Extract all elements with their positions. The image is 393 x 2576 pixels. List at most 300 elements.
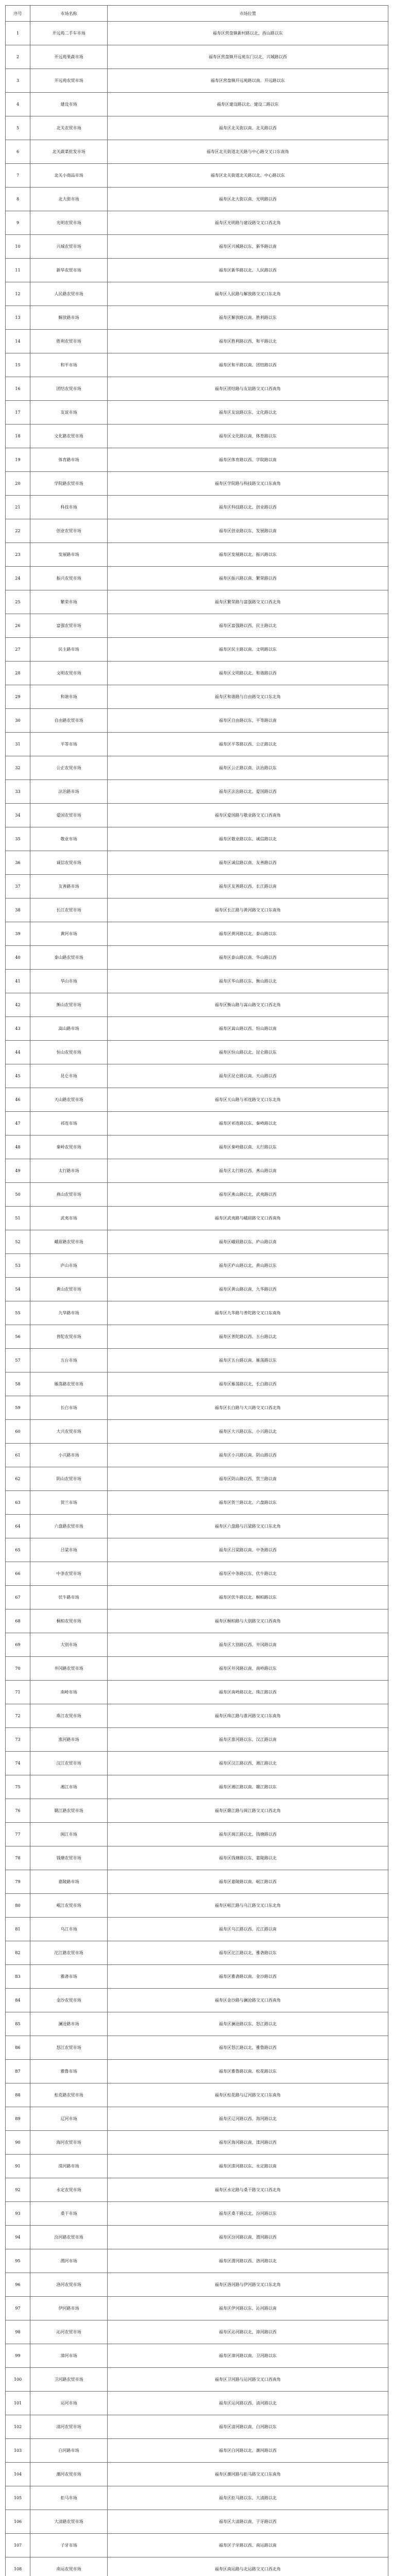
market-name: 澜沧路市场 xyxy=(30,2012,108,2036)
market-location: 福寿区珠江路与淮河路交叉口东南角 xyxy=(108,1704,388,1728)
row-number: 76 xyxy=(6,1799,30,1823)
market-location: 福寿区雅鲁路以南、松花路以东 xyxy=(108,2060,388,2083)
market-location: 福寿区桐柏路与大别路交叉口西南角 xyxy=(108,1609,388,1633)
market-location: 福寿区秦岭路以南、太行路以东 xyxy=(108,1136,388,1159)
market-location: 福寿区新华路以北、人民路以西 xyxy=(108,259,388,282)
market-name: 永定农贸市场 xyxy=(30,2178,108,2202)
market-name: 洛河农贸市场 xyxy=(30,2273,108,2297)
row-number: 89 xyxy=(6,2107,30,2131)
table-row xyxy=(6,970,388,993)
market-name: 振兴农贸市场 xyxy=(30,567,108,590)
market-location: 福寿区和平路以南、团结路以西 xyxy=(108,353,388,377)
market-name: 文明农贸市场 xyxy=(30,662,108,685)
table-row xyxy=(6,140,388,164)
market-location: 福寿区友善路以西、长江路以南 xyxy=(108,875,388,899)
row-number: 51 xyxy=(6,1207,30,1230)
market-location: 福寿区渭河路以西、洛河路以北 xyxy=(108,2249,388,2273)
market-name: 兴城农贸市场 xyxy=(30,235,108,259)
market-name: 松花路农贸市场 xyxy=(30,2083,108,2107)
row-number: 4 xyxy=(6,93,30,116)
market-name: 雁荡路农贸市场 xyxy=(30,1372,108,1396)
table-row xyxy=(6,1467,388,1491)
market-name: 华山市场 xyxy=(30,970,108,993)
market-location: 福寿区平等路以西、公正路以北 xyxy=(108,733,388,756)
table-row xyxy=(6,1846,388,1870)
row-number: 56 xyxy=(6,1325,30,1349)
row-number: 21 xyxy=(6,496,30,519)
table-row xyxy=(6,756,388,780)
table-row xyxy=(6,1941,388,1965)
table-row xyxy=(6,1823,388,1846)
row-number: 45 xyxy=(6,1064,30,1088)
market-name: 南岭市场 xyxy=(30,1681,108,1704)
market-location: 福寿区子牙路以西、南运路以南 xyxy=(108,2534,388,2557)
market-location: 福寿区雅砻路以南、金沙路以西 xyxy=(108,1965,388,1989)
table-row xyxy=(6,1136,388,1159)
market-location: 福寿区北关街道北关路与中心路交叉口东南角 xyxy=(108,140,388,164)
market-name: 北关蔬菜批发市场 xyxy=(30,140,108,164)
table-header-row xyxy=(6,6,388,22)
row-number: 69 xyxy=(6,1633,30,1657)
market-name: 祁连市场 xyxy=(30,1112,108,1136)
market-name: 科技市场 xyxy=(30,496,108,519)
row-number: 28 xyxy=(6,662,30,685)
market-name: 民主路市场 xyxy=(30,638,108,662)
row-number: 106 xyxy=(6,2510,30,2534)
market-name: 雅砻市场 xyxy=(30,1965,108,1989)
market-name: 赣江路农贸市场 xyxy=(30,1799,108,1823)
market-location: 福寿区创业路以东、发展路以南 xyxy=(108,519,388,543)
row-number: 1 xyxy=(6,22,30,45)
market-name: 北大街市场 xyxy=(30,188,108,211)
row-number: 25 xyxy=(6,590,30,614)
table-row xyxy=(6,780,388,804)
table-row xyxy=(6,709,388,733)
table-row xyxy=(6,1609,388,1633)
market-name: 漳河市场 xyxy=(30,2344,108,2368)
market-location: 福寿区文化路以南、体育路以东 xyxy=(108,425,388,448)
market-name: 公正农贸市场 xyxy=(30,756,108,780)
row-number: 44 xyxy=(6,1041,30,1064)
market-name: 普陀农贸市场 xyxy=(30,1325,108,1349)
row-number: 31 xyxy=(6,733,30,756)
market-location: 福寿区胜利路以西、和平路以北 xyxy=(108,330,388,353)
market-location: 福寿区潮河路与拒马路交叉口东南角 xyxy=(108,2463,388,2486)
row-number: 65 xyxy=(6,1538,30,1562)
table-row xyxy=(6,614,388,638)
table-row xyxy=(6,2107,388,2131)
row-number: 71 xyxy=(6,1681,30,1704)
market-name: 大清路农贸市场 xyxy=(30,2510,108,2534)
market-name: 友谊市场 xyxy=(30,401,108,425)
row-number: 53 xyxy=(6,1254,30,1278)
market-location: 福寿区营盘镇开远苑东门以北、兴城路以西 xyxy=(108,45,388,69)
table-row xyxy=(6,2012,388,2036)
row-number: 78 xyxy=(6,1846,30,1870)
market-location: 福寿区拒马路以东、大清路以北 xyxy=(108,2486,388,2510)
market-location: 福寿区澜沧路以东、怒江路以北 xyxy=(108,2012,388,2036)
market-location: 福寿区漳河路以南、卫河路以东 xyxy=(108,2344,388,2368)
market-name: 和谐市场 xyxy=(30,685,108,709)
table-row xyxy=(6,1254,388,1278)
table-row xyxy=(6,1775,388,1799)
market-location: 福寿区伊河路以东、沁河路以南 xyxy=(108,2297,388,2320)
market-location: 福寿区民主路以南、文明路以东 xyxy=(108,638,388,662)
row-number: 90 xyxy=(6,2131,30,2155)
table-row xyxy=(6,235,388,259)
market-name: 大别市场 xyxy=(30,1633,108,1657)
row-number: 84 xyxy=(6,1989,30,2012)
table-row xyxy=(6,1349,388,1372)
row-number: 64 xyxy=(6,1515,30,1538)
table-row xyxy=(6,2534,388,2557)
row-number: 6 xyxy=(6,140,30,164)
market-location: 福寿区衡山路与嵩山路交叉口西北角 xyxy=(108,993,388,1017)
market-name: 新华农贸市场 xyxy=(30,259,108,282)
market-name: 昆仑市场 xyxy=(30,1064,108,1088)
market-name: 乌江市场 xyxy=(30,1918,108,1941)
row-number: 72 xyxy=(6,1704,30,1728)
market-name: 清河农贸市场 xyxy=(30,2415,108,2439)
market-location: 福寿区嵩山路以西、恒山路以南 xyxy=(108,1017,388,1041)
market-name: 海河农贸市场 xyxy=(30,2131,108,2155)
market-location: 福寿区六盘路与吕梁路交叉口东北角 xyxy=(108,1515,388,1538)
row-number: 86 xyxy=(6,2036,30,2060)
table-row xyxy=(6,1681,388,1704)
market-list-document xyxy=(5,5,388,2576)
table-row xyxy=(6,2249,388,2273)
market-name: 法治路市场 xyxy=(30,780,108,804)
table-row xyxy=(6,1041,388,1064)
market-name: 和平市场 xyxy=(30,353,108,377)
market-name: 富强农贸市场 xyxy=(30,614,108,638)
table-row xyxy=(6,188,388,211)
market-location: 福寿区峨眉路以东、庐山路以南 xyxy=(108,1230,388,1254)
market-location: 福寿区恒山路以北、昆仑路以东 xyxy=(108,1041,388,1064)
market-name: 桐柏农贸市场 xyxy=(30,1609,108,1633)
table-row xyxy=(6,401,388,425)
row-number: 54 xyxy=(6,1278,30,1301)
header-name: 市场名称 xyxy=(30,6,108,22)
row-number: 101 xyxy=(6,2392,30,2415)
market-name: 建设市场 xyxy=(30,93,108,116)
market-name: 吕梁市场 xyxy=(30,1538,108,1562)
row-number: 50 xyxy=(6,1183,30,1207)
market-name: 团结农贸市场 xyxy=(30,377,108,401)
market-location: 福寿区兴城路以东、新华路以南 xyxy=(108,235,388,259)
table-row xyxy=(6,1112,388,1136)
market-name: 光明农贸市场 xyxy=(30,211,108,235)
row-number: 49 xyxy=(6,1159,30,1183)
market-location: 福寿区人民路与解放路交叉口东北角 xyxy=(108,282,388,306)
market-name: 自由路农贸市场 xyxy=(30,709,108,733)
market-name: 峨眉路农贸市场 xyxy=(30,1230,108,1254)
market-name: 创业农贸市场 xyxy=(30,519,108,543)
row-number: 38 xyxy=(6,899,30,922)
market-name: 敬业市场 xyxy=(30,827,108,851)
row-number: 32 xyxy=(6,756,30,780)
table-row xyxy=(6,1704,388,1728)
market-name: 九华路市场 xyxy=(30,1301,108,1325)
market-name: 开远苑二手车市场 xyxy=(30,22,108,45)
row-number: 60 xyxy=(6,1420,30,1444)
market-name: 诚信农贸市场 xyxy=(30,851,108,875)
row-number: 80 xyxy=(6,1894,30,1918)
row-number: 27 xyxy=(6,638,30,662)
row-number: 93 xyxy=(6,2202,30,2226)
table-row xyxy=(6,69,388,93)
table-row xyxy=(6,1017,388,1041)
row-number: 102 xyxy=(6,2415,30,2439)
market-name: 沱江路农贸市场 xyxy=(30,1941,108,1965)
table-row xyxy=(6,330,388,353)
row-number: 74 xyxy=(6,1752,30,1775)
row-number: 36 xyxy=(6,851,30,875)
table-row xyxy=(6,922,388,946)
row-number: 19 xyxy=(6,448,30,472)
table-row xyxy=(6,2297,388,2320)
table-row xyxy=(6,899,388,922)
market-location: 福寿区团结路与友谊路交叉口西南角 xyxy=(108,377,388,401)
row-number: 70 xyxy=(6,1657,30,1681)
market-name: 南运农贸市场 xyxy=(30,2557,108,2576)
market-location: 福寿区钱塘路以东、嘉陵路以北 xyxy=(108,1846,388,1870)
market-location: 福寿区沱江路以北、雅砻路以东 xyxy=(108,1941,388,1965)
market-location: 福寿区岷江路与乌江路交叉口东北角 xyxy=(108,1894,388,1918)
table-row xyxy=(6,448,388,472)
market-name: 子牙市场 xyxy=(30,2534,108,2557)
market-location: 福寿区解放路以南、胜利路以东 xyxy=(108,306,388,330)
market-name: 阴山农贸市场 xyxy=(30,1467,108,1491)
row-number: 91 xyxy=(6,2155,30,2178)
market-location: 福寿区黄山路以南、九华路以西 xyxy=(108,1278,388,1301)
market-name: 北关小商品市场 xyxy=(30,164,108,188)
market-name: 汾河路农贸市场 xyxy=(30,2226,108,2249)
row-number: 88 xyxy=(6,2083,30,2107)
market-name: 嘉陵路市场 xyxy=(30,1870,108,1894)
market-location: 福寿区体育路以西、学院路以南 xyxy=(108,448,388,472)
table-row xyxy=(6,1657,388,1681)
row-number: 99 xyxy=(6,2344,30,2368)
row-number: 77 xyxy=(6,1823,30,1846)
table-row xyxy=(6,1870,388,1894)
table-row xyxy=(6,662,388,685)
row-number: 17 xyxy=(6,401,30,425)
table-row xyxy=(6,2036,388,2060)
market-name: 开远苑农贸市场 xyxy=(30,69,108,93)
row-number: 41 xyxy=(6,970,30,993)
market-name: 珠江农贸市场 xyxy=(30,1704,108,1728)
table-row xyxy=(6,377,388,401)
row-number: 37 xyxy=(6,875,30,899)
row-number: 22 xyxy=(6,519,30,543)
table-row xyxy=(6,804,388,827)
row-number: 87 xyxy=(6,2060,30,2083)
market-name: 太行路市场 xyxy=(30,1159,108,1183)
market-name: 雅鲁市场 xyxy=(30,2060,108,2083)
row-number: 40 xyxy=(6,946,30,970)
table-row xyxy=(6,2202,388,2226)
market-location: 福寿区华山路以东、衡山路以北 xyxy=(108,970,388,993)
table-row xyxy=(6,2131,388,2155)
table-row xyxy=(6,875,388,899)
market-name: 伊河路市场 xyxy=(30,2297,108,2320)
market-location: 福寿区学院路与科技路交叉口东南角 xyxy=(108,472,388,496)
table-row xyxy=(6,164,388,188)
market-location: 福寿区滦河路以东、永定路以南 xyxy=(108,2155,388,2178)
market-location: 福寿区井冈路以南、南岭路以东 xyxy=(108,1657,388,1681)
market-location: 福寿区太行路以西、燕山路以南 xyxy=(108,1159,388,1183)
market-location: 福寿区科技路以北、创业路以西 xyxy=(108,496,388,519)
row-number: 62 xyxy=(6,1467,30,1491)
market-name: 嵩山路市场 xyxy=(30,1017,108,1041)
table-body xyxy=(6,22,388,2576)
table-row xyxy=(6,1230,388,1254)
table-row xyxy=(6,472,388,496)
market-name: 辽河市场 xyxy=(30,2107,108,2131)
table-row xyxy=(6,2155,388,2178)
table-row xyxy=(6,2320,388,2344)
market-location: 福寿区敬业路以东、诚信路以北 xyxy=(108,827,388,851)
row-number: 29 xyxy=(6,685,30,709)
row-number: 57 xyxy=(6,1349,30,1372)
market-location: 福寿区南岭路以北、珠江路以西 xyxy=(108,1681,388,1704)
table-row xyxy=(6,259,388,282)
market-location: 福寿区北大街以南、光明路以西 xyxy=(108,188,388,211)
table-row xyxy=(6,1752,388,1775)
market-name: 衡山农贸市场 xyxy=(30,993,108,1017)
market-location: 福寿区清河路以南、白河路以东 xyxy=(108,2415,388,2439)
row-number: 9 xyxy=(6,211,30,235)
row-number: 75 xyxy=(6,1775,30,1799)
market-location: 福寿区海河路以南、滦河路以西 xyxy=(108,2131,388,2155)
header-number: 序号 xyxy=(6,6,30,22)
row-number: 20 xyxy=(6,472,30,496)
market-location: 福寿区武夷路与峨眉路交叉口西南角 xyxy=(108,1207,388,1230)
row-number: 10 xyxy=(6,235,30,259)
table-row xyxy=(6,567,388,590)
table-row xyxy=(6,543,388,567)
market-location: 福寿区昆仑路以南、天山路以西 xyxy=(108,1064,388,1088)
table-row xyxy=(6,2439,388,2463)
table-row xyxy=(6,1562,388,1586)
row-number: 83 xyxy=(6,1965,30,1989)
market-name: 桑干市场 xyxy=(30,2202,108,2226)
table-row xyxy=(6,638,388,662)
market-name: 友善路市场 xyxy=(30,875,108,899)
market-location: 福寿区闽江路以北、钱塘路以西 xyxy=(108,1823,388,1846)
market-location: 福寿区汾河路以南、渭河路以西 xyxy=(108,2226,388,2249)
market-name: 怒江农贸市场 xyxy=(30,2036,108,2060)
market-location: 福寿区怒江路以北、雅鲁路以西 xyxy=(108,2036,388,2060)
market-name: 体育路市场 xyxy=(30,448,108,472)
table-row xyxy=(6,2392,388,2415)
table-row xyxy=(6,590,388,614)
market-location: 福寿区九华路与普陀路交叉口东南角 xyxy=(108,1301,388,1325)
market-name: 卫河路农贸市场 xyxy=(30,2368,108,2392)
row-number: 94 xyxy=(6,2226,30,2249)
market-name: 井冈路农贸市场 xyxy=(30,1657,108,1681)
row-number: 48 xyxy=(6,1136,30,1159)
market-location: 福寿区祁连路以东、秦岭路以北 xyxy=(108,1112,388,1136)
market-name: 闽江市场 xyxy=(30,1823,108,1846)
row-number: 43 xyxy=(6,1017,30,1041)
market-name: 岷江农贸市场 xyxy=(30,1894,108,1918)
market-location: 福寿区自由路以东、平等路以南 xyxy=(108,709,388,733)
table-row xyxy=(6,2510,388,2534)
market-location: 福寿区长白路与大兴路交叉口西北角 xyxy=(108,1396,388,1420)
market-location: 福寿区爱国路与敬业路交叉口西南角 xyxy=(108,804,388,827)
row-number: 15 xyxy=(6,353,30,377)
market-location: 福寿区松花路与辽河路交叉口东南角 xyxy=(108,2083,388,2107)
table-row xyxy=(6,2344,388,2368)
market-location: 福寿区光明路与建设路交叉口西北角 xyxy=(108,211,388,235)
row-number: 52 xyxy=(6,1230,30,1254)
market-name: 泰山路农贸市场 xyxy=(30,946,108,970)
row-number: 98 xyxy=(6,2320,30,2344)
row-number: 97 xyxy=(6,2297,30,2320)
market-name: 繁荣市场 xyxy=(30,590,108,614)
table-row xyxy=(6,116,388,140)
row-number: 59 xyxy=(6,1396,30,1420)
market-name: 渭河市场 xyxy=(30,2249,108,2273)
market-name: 沁河农贸市场 xyxy=(30,2320,108,2344)
table-row xyxy=(6,1965,388,1989)
table-row xyxy=(6,2178,388,2202)
market-name: 北关农贸市场 xyxy=(30,116,108,140)
row-number: 105 xyxy=(6,2486,30,2510)
table-row xyxy=(6,1207,388,1230)
row-number: 39 xyxy=(6,922,30,946)
table-row xyxy=(6,851,388,875)
market-location: 福寿区雁荡路以北、长白路以西 xyxy=(108,1372,388,1396)
row-number: 11 xyxy=(6,259,30,282)
market-location: 福寿区法治路以北、爱国路以西 xyxy=(108,780,388,804)
table-row xyxy=(6,22,388,45)
market-location: 福寿区中条路以东、伏牛路以北 xyxy=(108,1562,388,1586)
table-row xyxy=(6,1159,388,1183)
row-number: 14 xyxy=(6,330,30,353)
market-name: 五台市场 xyxy=(30,1349,108,1372)
market-location: 福寿区大别路以西、井冈路以南 xyxy=(108,1633,388,1657)
row-number: 100 xyxy=(6,2368,30,2392)
table-row xyxy=(6,1799,388,1823)
row-number: 7 xyxy=(6,164,30,188)
market-location: 福寿区运河路以西、清河路以北 xyxy=(108,2392,388,2415)
row-number: 18 xyxy=(6,425,30,448)
market-location: 福寿区燕山路以北、武夷路以西 xyxy=(108,1183,388,1207)
market-location: 福寿区繁荣路与富强路交叉口西北角 xyxy=(108,590,388,614)
table-row xyxy=(6,1989,388,2012)
market-location: 福寿区白河路以北、潮河路以西 xyxy=(108,2439,388,2463)
row-number: 85 xyxy=(6,2012,30,2036)
market-location: 福寿区公正路以南、法治路以东 xyxy=(108,756,388,780)
table-row xyxy=(6,1325,388,1349)
market-location: 福寿区富强路以西、民主路以北 xyxy=(108,614,388,638)
row-number: 16 xyxy=(6,377,30,401)
table-row xyxy=(6,425,388,448)
market-location: 福寿区乌江路以西、沱江路以南 xyxy=(108,1918,388,1941)
row-number: 108 xyxy=(6,2557,30,2576)
row-number: 12 xyxy=(6,282,30,306)
market-name: 长白市场 xyxy=(30,1396,108,1420)
market-name: 中条农贸市场 xyxy=(30,1562,108,1586)
row-number: 67 xyxy=(6,1586,30,1609)
table-row xyxy=(6,353,388,377)
row-number: 107 xyxy=(6,2534,30,2557)
table-row xyxy=(6,946,388,970)
row-number: 8 xyxy=(6,188,30,211)
